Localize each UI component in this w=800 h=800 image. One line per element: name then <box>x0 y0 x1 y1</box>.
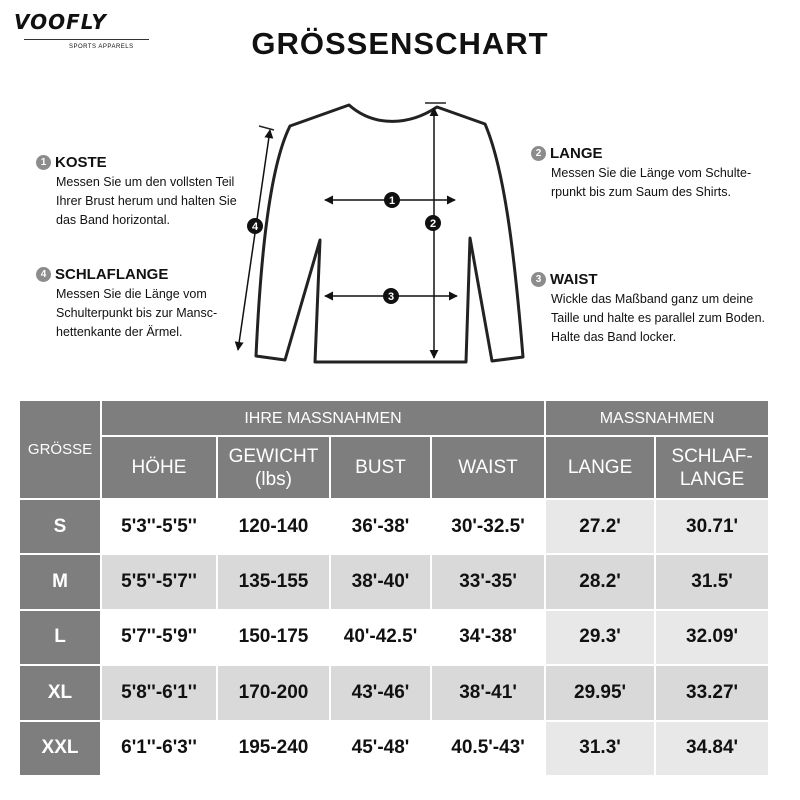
note-heading: LANGE <box>550 145 603 162</box>
cell-weight: 135-155 <box>217 554 330 609</box>
cell-height: 5'3''-5'5'' <box>101 499 217 554</box>
cell-sleeve-length: 32.09' <box>655 610 769 665</box>
cell-length: 31.3' <box>545 721 655 776</box>
cell-bust: 45'-48' <box>330 721 431 776</box>
shoulder-line <box>259 126 274 130</box>
cell-sleeve-length: 30.71' <box>655 499 769 554</box>
note-line: Messen Sie die Länge vom Schulte- <box>551 166 752 180</box>
cell-waist: 34'-38' <box>431 610 545 665</box>
note-length <box>531 144 751 202</box>
cell-length: 27.2' <box>545 499 655 554</box>
note-sleeve-length <box>36 265 217 342</box>
cell-sleeve-length: 34.84' <box>655 721 769 776</box>
cell-waist: 30'-32.5' <box>431 499 545 554</box>
note-line: Taille und halte es parallel zum Boden. <box>551 311 766 325</box>
note-line: rpunkt bis zum Saum des Shirts. <box>551 185 731 199</box>
table-row <box>19 554 769 609</box>
cell-sleeve-length: 31.5' <box>655 554 769 609</box>
cell-length: 29.95' <box>545 665 655 720</box>
marker-1 <box>384 192 400 208</box>
note-line: das Band horizontal. <box>56 213 170 227</box>
cell-weight: 195-240 <box>217 721 330 776</box>
size-cell: L <box>19 610 101 665</box>
table-row <box>19 610 769 665</box>
number-badge: 4 <box>36 267 51 282</box>
marker-4 <box>247 218 263 234</box>
marker-3 <box>383 288 399 304</box>
cell-sleeve-length: 33.27' <box>655 665 769 720</box>
svg-text:4: 4 <box>251 221 259 233</box>
cell-height: 6'1''-6'3'' <box>101 721 217 776</box>
size-column-header: GRÖSSE <box>19 400 101 499</box>
size-cell: M <box>19 554 101 609</box>
note-heading: WAIST <box>550 271 598 288</box>
body-measurements-header: IHRE MASSNAHMEN <box>101 400 545 436</box>
size-cell: XXL <box>19 721 101 776</box>
size-cell: S <box>19 499 101 554</box>
table-row <box>19 721 769 776</box>
column-header-length: LANGE <box>545 436 655 499</box>
note-line: Messen Sie die Länge vom <box>56 287 207 301</box>
column-header-height: HÖHE <box>101 436 217 499</box>
column-header-waist: WAIST <box>431 436 545 499</box>
size-cell: XL <box>19 665 101 720</box>
cell-bust: 36'-38' <box>330 499 431 554</box>
note-line: Wickle das Maßband ganz um deine <box>551 292 754 306</box>
brand-tagline: SPORTS APPARELS <box>66 44 137 50</box>
cell-height: 5'5''-5'7'' <box>101 554 217 609</box>
size-table <box>18 399 770 777</box>
svg-text:1: 1 <box>388 195 396 207</box>
number-badge: 2 <box>531 146 546 161</box>
cell-height: 5'7''-5'9'' <box>101 610 217 665</box>
table-row <box>19 665 769 720</box>
cell-length: 28.2' <box>545 554 655 609</box>
column-header-sleeve-length: SCHLAF- LANGE <box>655 436 769 499</box>
note-line: Schulterpunkt bis zur Mansc- <box>56 306 218 320</box>
cell-waist: 38'-41' <box>431 665 545 720</box>
garment-measurements-header: MASSNAHMEN <box>545 400 769 436</box>
cell-waist: 33'-35' <box>431 554 545 609</box>
note-chest <box>36 153 237 230</box>
note-line: Halte das Band locker. <box>551 330 677 344</box>
column-header-bust: BUST <box>330 436 431 499</box>
page-title: GRÖSSENSCHART <box>251 26 549 61</box>
cell-waist: 40.5'-43' <box>431 721 545 776</box>
cell-bust: 38'-40' <box>330 554 431 609</box>
number-badge: 1 <box>36 155 51 170</box>
cell-bust: 43'-46' <box>330 665 431 720</box>
note-line: Ihrer Brust herum und halten Sie <box>56 194 237 208</box>
note-line: Messen Sie um den vollsten Teil <box>56 175 235 189</box>
table-row <box>19 499 769 554</box>
marker-2 <box>425 215 441 231</box>
svg-text:3: 3 <box>387 291 395 303</box>
cell-weight: 150-175 <box>217 610 330 665</box>
number-badge: 3 <box>531 272 546 287</box>
note-line: hettenkante der Ärmel. <box>56 325 183 339</box>
shirt-outline <box>256 105 523 362</box>
column-header-weight: GEWICHT (lbs) <box>217 436 330 499</box>
cell-weight: 120-140 <box>217 499 330 554</box>
cell-bust: 40'-42.5' <box>330 610 431 665</box>
svg-text:2: 2 <box>429 218 437 230</box>
note-heading: KOSTE <box>55 154 107 171</box>
shirt-diagram <box>225 95 535 370</box>
cell-height: 5'8''-6'1'' <box>101 665 217 720</box>
note-heading: SCHLAFLANGE <box>55 266 169 283</box>
brand-name: VOOFLY <box>14 10 107 34</box>
cell-weight: 170-200 <box>217 665 330 720</box>
cell-length: 29.3' <box>545 610 655 665</box>
note-waist <box>531 270 765 347</box>
